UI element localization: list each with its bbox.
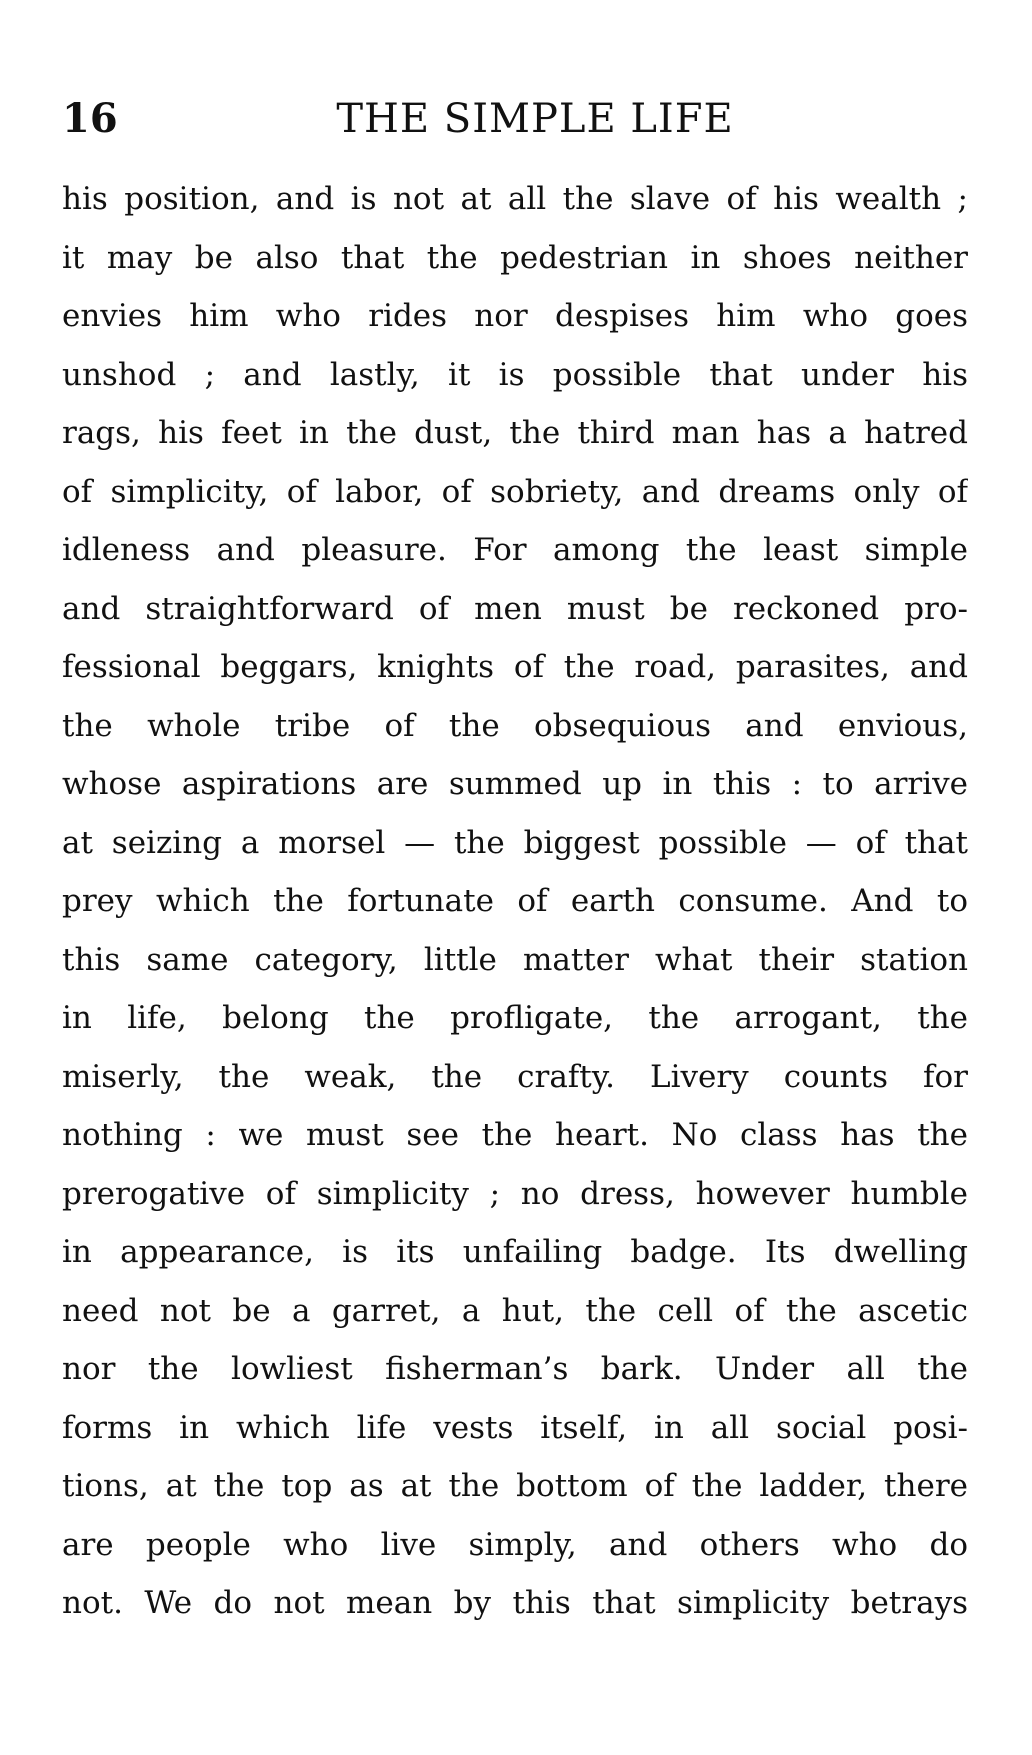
- page-header: [62, 92, 968, 146]
- text-line: of simplicity, of labor, of sobriety, and dreams only of: [62, 473, 968, 510]
- page-number: 16: [62, 95, 118, 142]
- text-line: the whole tribe of the obsequious and envious,: [62, 707, 968, 744]
- running-title: THE SIMPLE LIFE: [336, 96, 734, 142]
- text-line: nor the lowliest fisherman’s bark. Under all the: [62, 1351, 968, 1387]
- text-line: in appearance, is its unfailing badge. Its dwelling: [62, 1234, 968, 1270]
- text-line: not. We do not mean by this that simplicity betrays: [62, 1585, 968, 1621]
- text-line: envies him who rides nor despises him who goes: [62, 298, 968, 334]
- text-line: whose aspirations are summed up in this : to arrive: [62, 766, 968, 802]
- text-line: his position, and is not at all the slave of his wealth ;: [62, 181, 968, 217]
- text-line: it may be also that the pedestrian in shoes neither: [62, 239, 968, 276]
- text-line: prerogative of simplicity ; no dress, however humble: [62, 1175, 968, 1212]
- text-line: and straightforward of men must be reckoned pro-: [62, 590, 968, 627]
- text-line: are people who live simply, and others who do: [62, 1526, 968, 1563]
- text-line: this same category, little matter what their station: [62, 941, 968, 978]
- text-line: idleness and pleasure. For among the least simple: [62, 532, 968, 568]
- text-line: fessional beggars, knights of the road, parasites, and: [62, 649, 968, 685]
- text-line: need not be a garret, a hut, the cell of the ascetic: [62, 1292, 968, 1329]
- text-line: nothing : we must see the heart. No class has the: [62, 1117, 968, 1153]
- text-line: prey which the fortunate of earth consume. And to: [62, 883, 968, 919]
- text-line: miserly, the weak, the crafty. Livery counts for: [62, 1058, 968, 1095]
- text-line: at seizing a morsel — the biggest possible — of that: [62, 824, 968, 861]
- body-text: [62, 170, 968, 1633]
- text-line: unshod ; and lastly, it is possible that under his: [62, 356, 968, 393]
- text-line: rags, his feet in the dust, the third man has a hatred: [62, 415, 968, 451]
- text-line: forms in which life vests itself, in all social posi-: [62, 1409, 968, 1446]
- text-line: tions, at the top as at the bottom of the ladder, there: [62, 1468, 968, 1504]
- text-line: in life, belong the profligate, the arrogant, the: [62, 1000, 968, 1036]
